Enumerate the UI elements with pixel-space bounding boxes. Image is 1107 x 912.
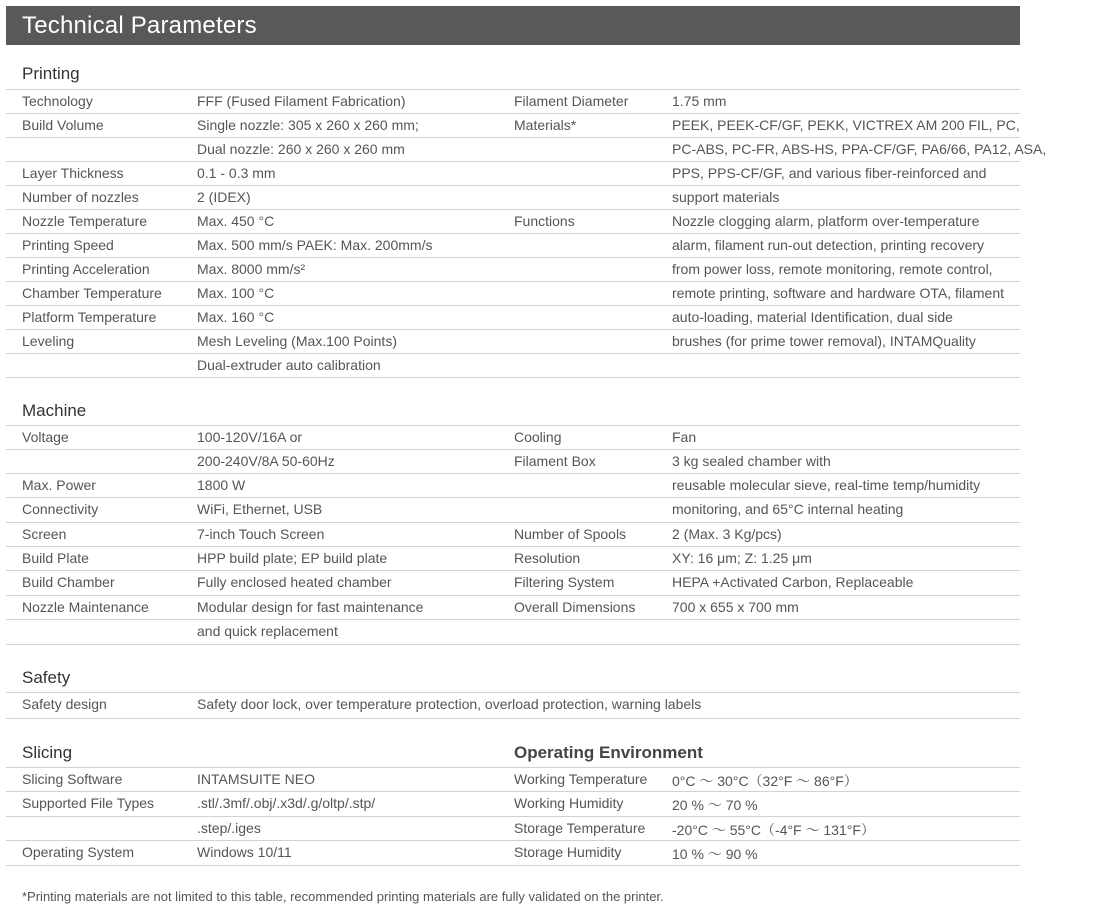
param-value: Safety door lock, over temperature protection, overload protection, warning labels	[197, 696, 702, 712]
param-value-right: PC-ABS, PC-FR, ABS-HS, PPA-CF/GF, PA6/66, PA12, ASA,	[672, 141, 1047, 157]
table-row	[6, 547, 1020, 571]
param-label-right: Overall Dimensions	[514, 599, 636, 615]
param-value: Max. 8000 mm/s²	[197, 261, 306, 277]
param-value: 200-240V/8A 50-60Hz	[197, 453, 335, 469]
page-title: Technical Parameters	[6, 6, 1020, 45]
param-label-right: Functions	[514, 213, 575, 229]
section-heading-safety: Safety	[22, 668, 71, 687]
table-row	[6, 498, 1020, 523]
param-value: HPP build plate; EP build plate	[197, 550, 388, 566]
table-row	[6, 792, 1020, 817]
param-label-right: Working Temperature	[514, 771, 648, 787]
footnote: *Printing materials are not limited to this table, recommended printing materials are fully validated on the printer.	[22, 889, 664, 904]
param-value-right: Nozzle clogging alarm, platform over-temperature	[672, 213, 980, 229]
param-value: FFF (Fused Filament Fabrication)	[197, 93, 406, 109]
param-label: Chamber Temperature	[22, 285, 162, 301]
param-value: .stl/.3mf/.obj/.x3d/.g/oltp/.stp/	[197, 795, 376, 811]
param-value-right: Fan	[672, 429, 697, 445]
table-row	[6, 474, 1020, 498]
table-row	[6, 162, 1020, 186]
param-label: Number of nozzles	[22, 189, 139, 205]
param-value: Max. 500 mm/s PAEK: Max. 200mm/s	[197, 237, 433, 253]
param-label-right: Number of Spools	[514, 526, 627, 542]
table-row	[6, 186, 1020, 210]
param-value-right: 2 (Max. 3 Kg/pcs)	[672, 526, 782, 542]
param-value: 2 (IDEX)	[197, 189, 251, 205]
param-label: Slicing Software	[22, 771, 123, 787]
table-row	[6, 306, 1020, 330]
param-value: Dual nozzle: 260 x 260 x 260 mm	[197, 141, 405, 157]
param-value: and quick replacement	[197, 623, 338, 639]
param-label: Voltage	[22, 429, 69, 445]
table-row	[6, 330, 1020, 354]
param-value-right: PPS, PPS-CF/GF, and various fiber-reinforced and	[672, 165, 987, 181]
table-row	[6, 138, 1047, 162]
param-label: Connectivity	[22, 501, 99, 517]
table-row	[6, 258, 1020, 282]
param-value-right: 1.75 mm	[672, 93, 727, 109]
param-value-right: monitoring, and 65°C internal heating	[672, 501, 904, 517]
param-label: Supported File Types	[22, 795, 155, 811]
table-row	[6, 450, 1020, 474]
param-label: Build Plate	[22, 550, 89, 566]
param-label: Screen	[22, 526, 67, 542]
param-value-right: 10 % ～ 90 %	[672, 846, 758, 862]
table-row	[6, 620, 1020, 645]
table-row	[6, 354, 1020, 378]
table-row	[6, 817, 1020, 841]
param-value: Windows 10/11	[197, 844, 292, 860]
param-label: Max. Power	[22, 477, 96, 493]
param-value-right: alarm, filament run-out detection, printing recovery	[672, 237, 985, 253]
param-label-right: Filament Diameter	[514, 93, 629, 109]
param-value-right: -20°C ～ 55°C（-4°F ～ 131°F）	[672, 822, 875, 838]
param-value-right: reusable molecular sieve, real-time temp/humidity	[672, 477, 981, 493]
param-label: Operating System	[22, 844, 135, 860]
table-row	[6, 768, 1020, 792]
param-label: Nozzle Maintenance	[22, 599, 149, 615]
param-label: Technology	[22, 93, 93, 109]
table-row	[6, 596, 1020, 620]
param-value: INTAMSUITE NEO	[197, 771, 315, 787]
param-value: 100-120V/16A or	[197, 429, 303, 445]
param-label-right: Working Humidity	[514, 795, 624, 811]
param-label-right: Cooling	[514, 429, 562, 445]
param-label: Platform Temperature	[22, 309, 157, 325]
param-label: Build Volume	[22, 117, 104, 133]
param-label-right: Storage Humidity	[514, 844, 622, 860]
param-value-right: 700 x 655 x 700 mm	[672, 599, 799, 615]
param-value-right: PEEK, PEEK-CF/GF, PEKK, VICTREX AM 200 FIL, PC,	[672, 117, 1020, 133]
table-row	[6, 90, 1020, 114]
param-label: Leveling	[22, 333, 75, 349]
section-heading-slicing: Slicing	[22, 743, 73, 762]
param-value-right: 0°C ～ 30°C（32°F ～ 86°F）	[672, 773, 858, 789]
param-value: 0.1 - 0.3 mm	[197, 165, 276, 181]
param-label: Printing Speed	[22, 237, 114, 253]
param-value: Modular design for fast maintenance	[197, 599, 424, 615]
param-value-right: HEPA +Activated Carbon, Replaceable	[672, 574, 914, 590]
param-value: WiFi, Ethernet, USB	[197, 501, 323, 517]
table-row	[6, 426, 1020, 450]
table-row	[6, 841, 1020, 866]
table-row	[6, 523, 1020, 547]
param-label-right: Storage Temperature	[514, 820, 646, 836]
param-label: Printing Acceleration	[22, 261, 150, 277]
param-value-right: from power loss, remote monitoring, remote control,	[672, 261, 993, 277]
table-row	[6, 114, 1020, 138]
param-value: Single nozzle: 305 x 260 x 260 mm;	[197, 117, 419, 133]
param-value: 7-inch Touch Screen	[197, 526, 325, 542]
param-label: Layer Thickness	[22, 165, 124, 181]
param-value: .step/.iges	[197, 820, 261, 836]
param-value: 1800 W	[197, 477, 246, 493]
section-heading-operating-environment: Operating Environment	[514, 743, 703, 762]
param-label: Build Chamber	[22, 574, 115, 590]
table-row	[6, 234, 1020, 258]
param-label-right: Materials*	[514, 117, 577, 133]
table-row	[6, 693, 1020, 719]
table-row	[6, 571, 1020, 596]
param-value-right: support materials	[672, 189, 780, 205]
param-value: Max. 450 °C	[197, 213, 275, 229]
param-value-right: remote printing, software and hardware OTA, filament	[672, 285, 1005, 301]
param-label-right: Filament Box	[514, 453, 596, 469]
param-label: Nozzle Temperature	[22, 213, 148, 229]
param-label: Safety design	[22, 696, 107, 712]
param-label-right: Resolution	[514, 550, 581, 566]
param-value-right: brushes (for prime tower removal), INTAMQuality	[672, 333, 976, 349]
param-value: Fully enclosed heated chamber	[197, 574, 392, 590]
table-row	[6, 282, 1020, 306]
param-value: Max. 160 °C	[197, 309, 275, 325]
param-value: Max. 100 °C	[197, 285, 275, 301]
param-value-right: XY: 16 μm; Z: 1.25 μm	[672, 550, 812, 566]
param-value: Dual-extruder auto calibration	[197, 357, 381, 373]
param-value: Mesh Leveling (Max.100 Points)	[197, 333, 397, 349]
param-value-right: auto-loading, material Identification, dual side	[672, 309, 953, 325]
param-value-right: 3 kg sealed chamber with	[672, 453, 831, 469]
section-heading-machine: Machine	[22, 401, 87, 420]
param-label-right: Filtering System	[514, 574, 615, 590]
table-row	[6, 210, 1020, 234]
section-heading-printing: Printing	[22, 64, 80, 83]
param-value-right: 20 % ～ 70 %	[672, 797, 758, 813]
